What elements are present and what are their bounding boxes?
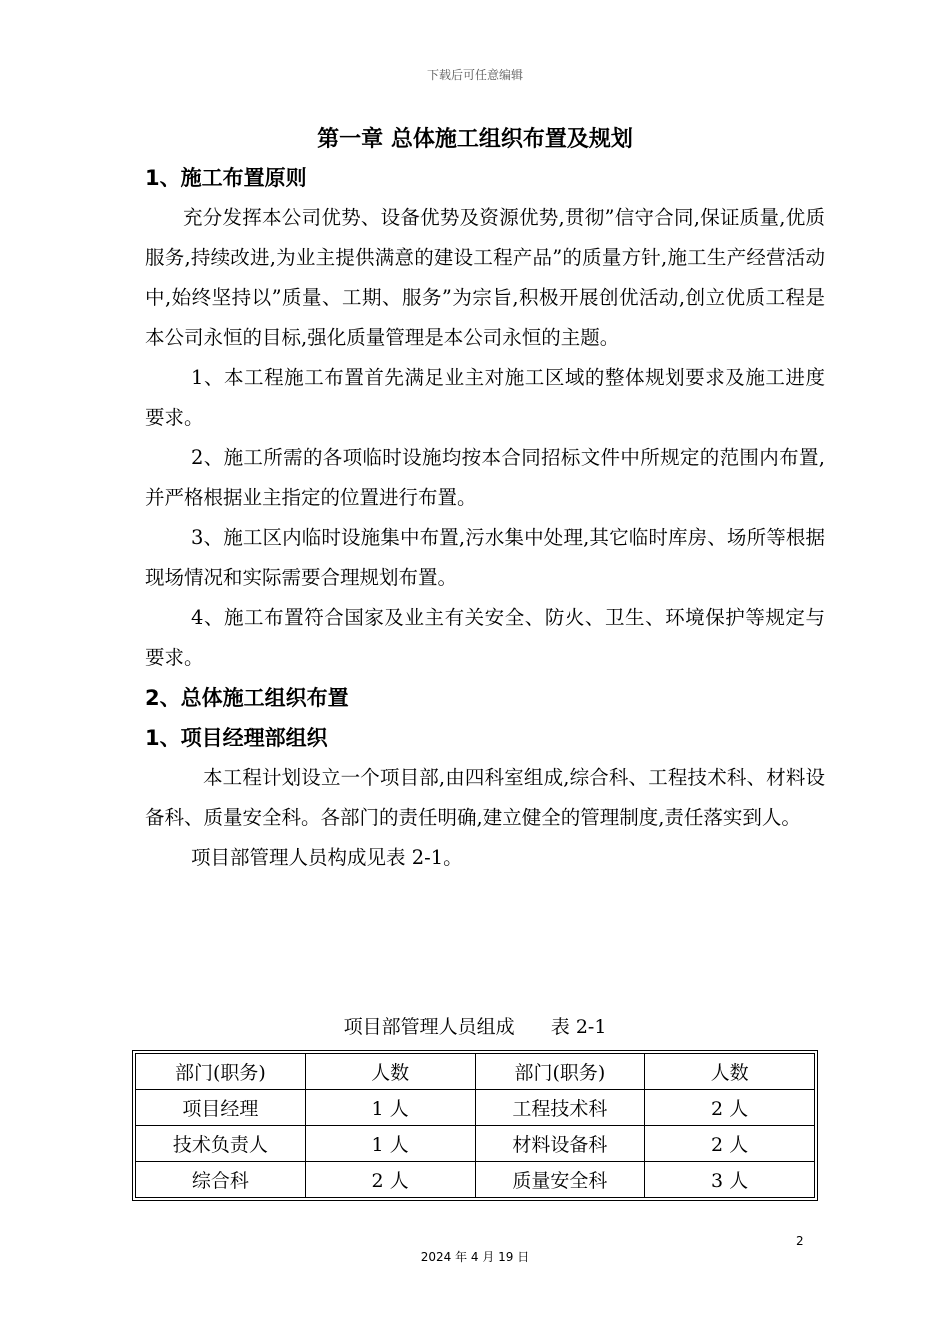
paragraph-intro: 充分发挥本公司优势、设备优势及资源优势,贯彻”信守合同,保证质量,优质服务,持续改进,为业主提供满意的建设工程产品”的质量方针,施工生产经营活动中,始终坚持以”质量、工期、服务”为宗旨,积极开展创优活动,创立优质工程是本公司永恒的目标,强化质量管理是本公司永恒的主题。 <box>145 206 825 349</box>
table-cell: 2 人 <box>305 1162 475 1198</box>
table-cell: 2 人 <box>645 1126 815 1162</box>
chapter-title: 第一章 总体施工组织布置及规划 <box>317 127 633 152</box>
staff-table <box>135 1053 815 1198</box>
table-cell: 工程技术科 <box>475 1090 645 1126</box>
page-number: 2 <box>796 1234 804 1248</box>
table-caption: 项目部管理人员组成 表 2-1 <box>343 1016 607 1038</box>
paragraph-organization: 本工程计划设立一个项目部,由四科室组成,综合科、工程技术科、材料设备科、质量安全科。各部门的责任明确,建立健全的管理制度,责任落实到人。 <box>145 766 825 829</box>
section-heading: 2、总体施工组织布置 <box>145 686 349 710</box>
table-cell: 技术负责人 <box>136 1126 306 1162</box>
table-cell: 1 人 <box>305 1090 475 1126</box>
paragraph-item-1: 1、本工程施工布置首先满足业主对施工区域的整体规划要求及施工进度要求。 <box>145 366 825 429</box>
footer-date: 2024 年 4 月 19 日 <box>420 1250 530 1264</box>
page-header: 下载后可任意编辑 <box>426 68 523 82</box>
table-cell: 1 人 <box>305 1126 475 1162</box>
header-cell: 部门(职务) <box>136 1054 306 1090</box>
table-cell: 综合科 <box>136 1162 306 1198</box>
table-cell: 2 人 <box>645 1090 815 1126</box>
paragraph-item-3: 3、施工区内临时设施集中布置,污水集中处理,其它临时库房、场所等根据现场情况和实际需要合理规划布置。 <box>145 526 825 589</box>
header-cell: 部门(职务) <box>475 1054 645 1090</box>
section-heading: 1、施工布置原则 <box>145 166 307 190</box>
header-cell: 人数 <box>305 1054 475 1090</box>
table-cell: 项目经理 <box>136 1090 306 1126</box>
paragraph-item-4: 4、施工布置符合国家及业主有关安全、防火、卫生、环境保护等规定与要求。 <box>145 606 825 669</box>
header-cell: 人数 <box>645 1054 815 1090</box>
table-header-row <box>136 1054 815 1090</box>
table-cell: 材料设备科 <box>475 1126 645 1162</box>
table-row <box>136 1126 815 1162</box>
paragraph-table-reference: 项目部管理人员构成见表 2-1。 <box>191 846 463 869</box>
paragraph-item-2: 2、施工所需的各项临时设施均按本合同招标文件中所规定的范围内布置,并严格根据业主指定的位置进行布置。 <box>145 446 825 509</box>
subsection-heading: 1、项目经理部组织 <box>145 726 328 750</box>
document-body <box>145 158 825 878</box>
table-cell: 质量安全科 <box>475 1162 645 1198</box>
table-row <box>136 1090 815 1126</box>
table-cell: 3 人 <box>645 1162 815 1198</box>
staff-table-frame <box>132 1050 818 1201</box>
table-row <box>136 1162 815 1198</box>
